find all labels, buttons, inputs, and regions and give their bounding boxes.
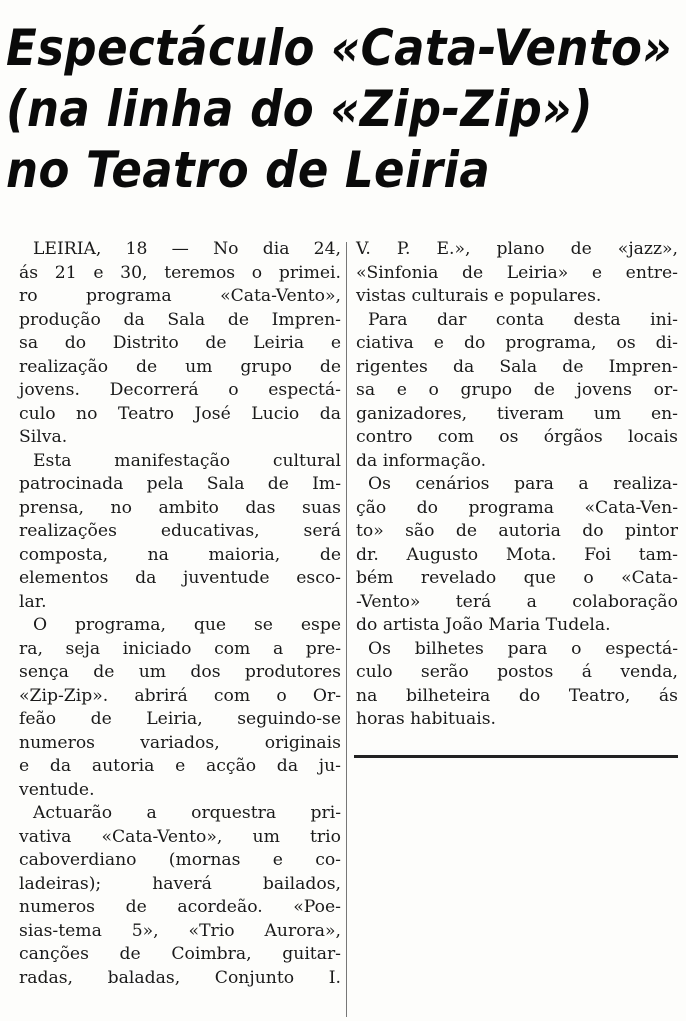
text-line: Os bilhetes para o espectá- bbox=[368, 638, 678, 659]
text-line: composta, na maioria, de bbox=[19, 544, 341, 565]
text-line: LEIRIA, 18 — No dia 24, bbox=[33, 239, 341, 259]
text-line: vistas culturais e populares. bbox=[356, 286, 602, 306]
left-column bbox=[19, 238, 341, 990]
text-line: horas habituais. bbox=[356, 709, 496, 729]
text-line: radas, baladas, Conjunto I. bbox=[19, 967, 341, 988]
text-line: to» são de autoria do pintor bbox=[356, 521, 678, 541]
text-line: «Zip-Zip». abrirá com o Or- bbox=[19, 685, 341, 706]
column-divider bbox=[346, 242, 347, 1017]
text-line: vativa «Cata-Vento», um trio bbox=[19, 826, 341, 847]
text-line: sa e o grupo de jovens or- bbox=[356, 380, 678, 400]
text-line: ás 21 e 30, teremos o primei. bbox=[19, 262, 341, 283]
headline-line-2: (na linha do «Zip-Zip») bbox=[6, 80, 594, 138]
text-line: jovens. Decorrerá o espectá- bbox=[19, 380, 341, 400]
text-line: -Vento» terá a colaboração bbox=[356, 591, 678, 612]
text-line: culo no Teatro José Lucio da bbox=[19, 403, 341, 424]
text-line: Os cenários para a realiza- bbox=[368, 474, 678, 494]
text-line: patrocinada pela Sala de Im- bbox=[19, 474, 341, 494]
text-line: realização de um grupo de bbox=[19, 356, 341, 377]
text-line: caboverdiano (mornas e co- bbox=[19, 850, 341, 870]
headline-line-1: Espectáculo «Cata-Vento» bbox=[6, 19, 673, 77]
text-line: feão de Leiria, seguindo-se bbox=[19, 709, 341, 729]
text-line: Actuarão a orquestra pri- bbox=[33, 803, 341, 823]
text-line: realizações educativas, será bbox=[19, 521, 341, 541]
text-line: bém revelado que o «Cata- bbox=[356, 568, 678, 588]
text-line: O programa, que se espe bbox=[33, 615, 341, 635]
text-line: e da autoria e acção da ju- bbox=[19, 756, 341, 776]
text-line: sa do Distrito de Leiria e bbox=[19, 333, 341, 353]
text-line: ganizadores, tiveram um en- bbox=[356, 403, 678, 424]
text-line: sias-tema 5», «Trio Aurora», bbox=[19, 920, 341, 941]
text-line: Para dar conta desta ini- bbox=[368, 309, 678, 330]
text-line: ventude. bbox=[19, 779, 95, 800]
text-line: ra, seja iniciado com a pre- bbox=[19, 638, 341, 659]
text-line: do artista João Maria Tudela. bbox=[356, 615, 611, 635]
text-line: culo serão postos á venda, bbox=[356, 662, 678, 682]
text-line: ção do programa «Cata-Ven- bbox=[356, 497, 678, 518]
text-line: contro com os órgãos locais bbox=[356, 427, 678, 447]
article-headline bbox=[6, 18, 673, 201]
text-line: numeros variados, originais bbox=[19, 732, 341, 753]
right-column bbox=[356, 238, 678, 732]
text-line: ladeiras); haverá bailados, bbox=[19, 873, 341, 894]
text-line: produção da Sala de Impren- bbox=[19, 309, 341, 330]
text-line: V. P. E.», plano de «jazz», bbox=[356, 239, 678, 259]
text-line: na bilheteira do Teatro, ás bbox=[356, 685, 678, 706]
text-line: canções de Coimbra, guitar- bbox=[19, 944, 341, 964]
text-line: ciativa e do programa, os di- bbox=[356, 333, 678, 353]
article-end-rule bbox=[354, 755, 678, 758]
text-line: elementos da juventude esco- bbox=[19, 568, 341, 588]
text-line: da informação. bbox=[356, 450, 487, 471]
text-line: ro programa «Cata-Vento», bbox=[19, 286, 341, 306]
text-line: rigentes da Sala de Impren- bbox=[356, 356, 678, 377]
text-line: Esta manifestação cultural bbox=[33, 450, 341, 471]
text-line: «Sinfonia de Leiria» e entre- bbox=[356, 262, 678, 283]
text-line: numeros de acordeão. «Poe- bbox=[19, 897, 341, 917]
text-line: sença de um dos produtores bbox=[19, 662, 341, 682]
text-line: Silva. bbox=[19, 427, 68, 447]
text-line: prensa, no ambito das suas bbox=[19, 497, 341, 518]
headline-line-3: no Teatro de Leiria bbox=[6, 141, 491, 199]
text-line: dr. Augusto Mota. Foi tam- bbox=[356, 544, 678, 565]
text-line: lar. bbox=[19, 591, 47, 612]
